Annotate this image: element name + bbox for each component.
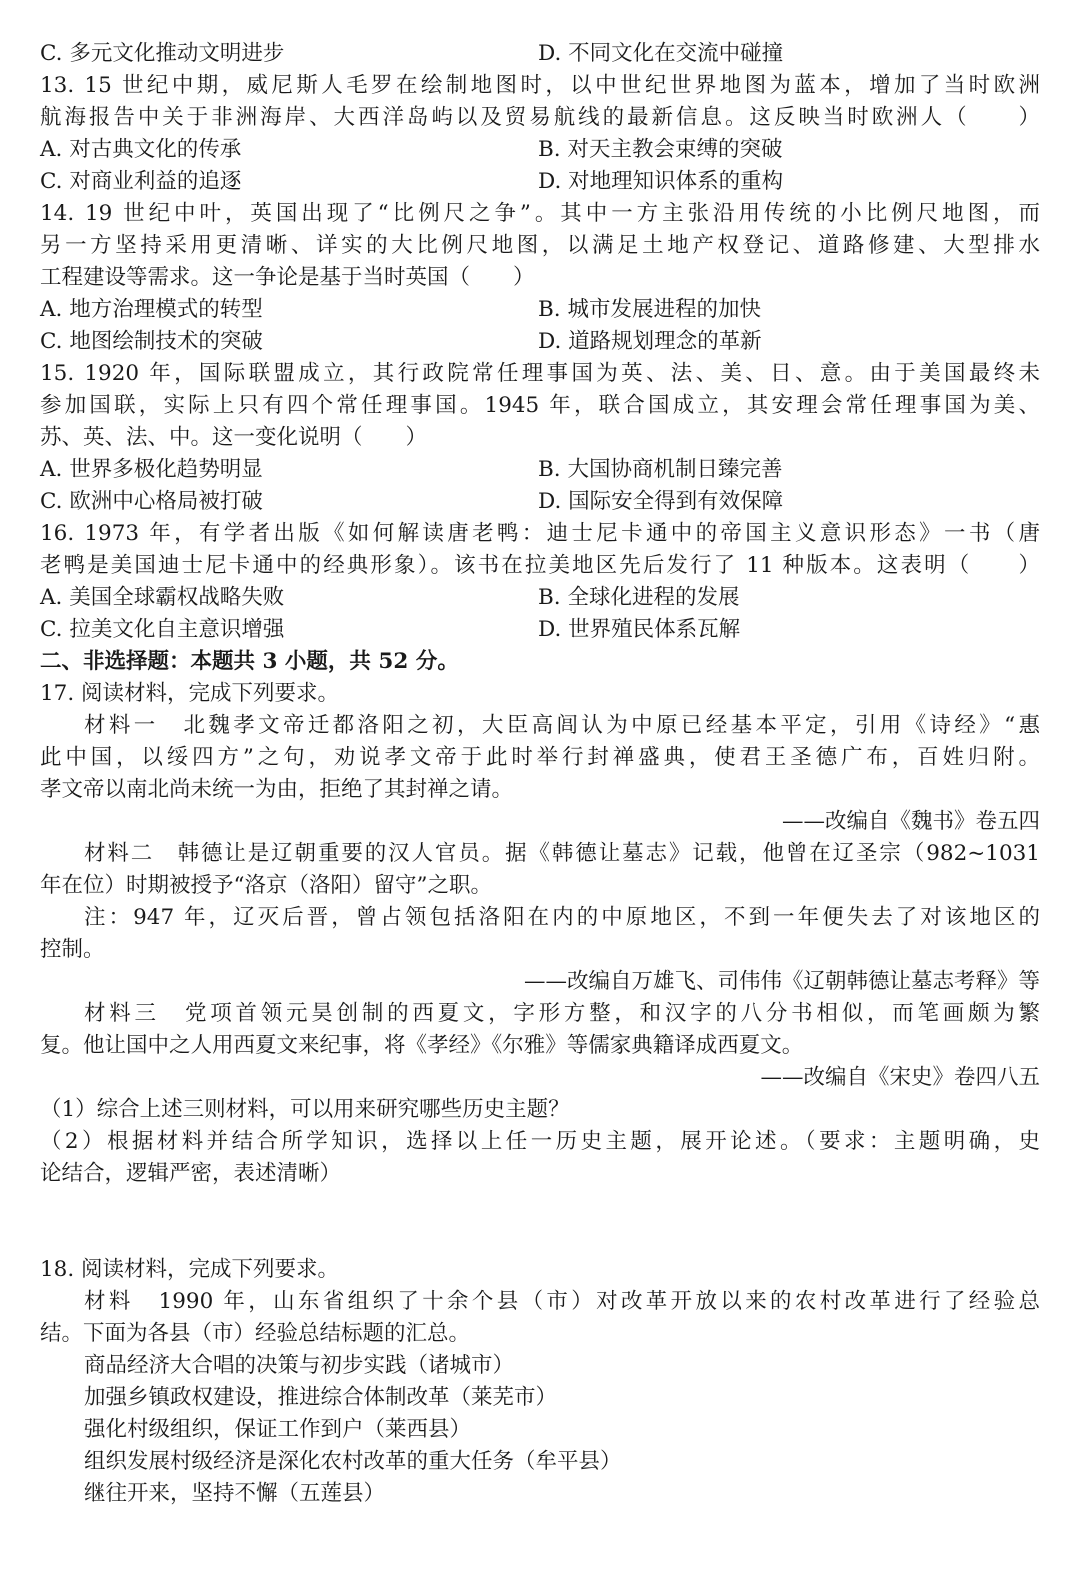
q16-options-cd: [40, 614, 1040, 646]
q14-stem-line: 14. 19 世纪中叶，英国出现了“比例尺之争”。其中一方主张沿用传统的小比例尺地图，而: [40, 201, 1040, 226]
q13-options-ab: [40, 134, 1040, 166]
q17-material-two-line: 材料二 韩德让是辽朝重要的汉人官员。据《韩德让墓志》记载，他曾在辽圣宗（982~1031: [84, 841, 1040, 866]
q15-options-ab: [40, 454, 1040, 486]
q13-option-c: C. 对商业利益的追逐: [40, 169, 242, 194]
q17-material-three-source: ——改编自《宋史》卷四八五: [760, 1065, 1040, 1090]
q15-stem-line: 15. 1920 年，国际联盟成立，其行政院常任理事国为英、法、美、日、意。由于美国最终未: [40, 361, 1040, 386]
q17-note-line: 控制。: [40, 937, 105, 962]
q17-material-three-line: 材料三 党项首领元昊创制的西夏文，字形方整，和汉字的八分书相似，而笔画颇为繁: [84, 1001, 1040, 1026]
q14-options-ab: [40, 294, 1040, 326]
q16-stem-line: 老鸭是美国迪士尼卡通中的经典形象）。该书在拉美地区先后发行了 11 种版本。这表明（ ）: [40, 553, 1040, 578]
q18-material-line: 结。下面为各县（市）经验总结标题的汇总。: [40, 1321, 471, 1346]
q18-list-item: 加强乡镇政权建设，推进综合体制改革（莱芜市）: [84, 1385, 558, 1410]
q17-question-one: （1）综合上述三则材料，可以用来研究哪些历史主题？: [40, 1097, 570, 1122]
q15-option-d: D. 国际安全得到有效保障: [538, 489, 784, 514]
q17-title: 17. 阅读材料，完成下列要求。: [40, 681, 340, 706]
q14-option-b: B. 城市发展进程的加快: [538, 297, 761, 322]
q18-title: 18. 阅读材料，完成下列要求。: [40, 1257, 340, 1282]
q13-stem-line: 航海报告中关于非洲海岸、大西洋岛屿以及贸易航线的最新信息。这反映当时欧洲人（ ）: [40, 105, 1040, 130]
q14-options-cd: [40, 326, 1040, 358]
q15-stem-line: 参加国联，实际上只有四个常任理事国。1945 年，联合国成立，其安理会常任理事国为美、: [40, 393, 1040, 418]
q14-option-d: D. 道路规划理念的革新: [538, 329, 762, 354]
q17-material-two-source: ——改编自万雄飞、司伟伟《辽朝韩德让墓志考释》等: [523, 969, 1040, 994]
q16-option-d: D. 世界殖民体系瓦解: [538, 617, 741, 642]
section-heading: 二、非选择题：本题共 3 小题，共 52 分。: [40, 649, 459, 674]
q17-material-two-line: 年在位）时期被授予“洛京（洛阳）留守”之职。: [40, 873, 492, 898]
q15-option-c: C. 欧洲中心格局被打破: [40, 489, 263, 514]
q15-option-a: A. 世界多极化趋势明显: [40, 457, 263, 482]
q16-option-a: A. 美国全球霸权战略失败: [40, 585, 285, 610]
q13-option-a: A. 对古典文化的传承: [40, 137, 242, 162]
q16-stem-line: 16. 1973 年，有学者出版《如何解读唐老鸭：迪士尼卡通中的帝国主义意识形态》一书（唐: [40, 521, 1040, 546]
q18-list-item: 强化村级组织，保证工作到户（莱西县）: [84, 1417, 472, 1442]
q13-option-b: B. 对天主教会束缚的突破: [538, 137, 783, 162]
q14-option-a: A. 地方治理模式的转型: [40, 297, 263, 322]
q15-stem-line: 苏、英、法、中。这一变化说明（ ）: [40, 425, 428, 450]
q18-list-item: 商品经济大合唱的决策与初步实践（诸城市）: [84, 1353, 515, 1378]
q18-list-item: 组织发展村级经济是深化农村改革的重大任务（牟平县）: [84, 1449, 622, 1474]
q13-option-d: D. 对地理知识体系的重构: [538, 169, 784, 194]
q17-material-one-source: ——改编自《魏书》卷五四: [781, 809, 1040, 834]
q17-material-one-line: 材料一 北魏孝文帝迁都洛阳之初，大臣高闾认为中原已经基本平定，引用《诗经》“惠: [84, 713, 1040, 738]
q17-material-one-line: 孝文帝以南北尚未统一为由，拒绝了其封禅之请。: [40, 777, 514, 802]
q15-options-cd: [40, 486, 1040, 518]
q17-question-two-line: （2）根据材料并结合所学知识，选择以上任一历史主题，展开论述。（要求：主题明确，史: [40, 1129, 1040, 1154]
q14-stem-line: 另一方坚持采用更清晰、详实的大比例尺地图，以满足土地产权登记、道路修建、大型排水: [40, 233, 1040, 258]
q17-question-two-line: 论结合，逻辑严密，表述清晰）: [40, 1161, 342, 1186]
q18-material-line: 材料 1990 年，山东省组织了十余个县（市）对改革开放以来的农村改革进行了经验总: [84, 1289, 1040, 1314]
q14-stem-line: 工程建设等需求。这一争论是基于当时英国（ ）: [40, 265, 535, 290]
q12-options-cd: [40, 38, 1040, 70]
q16-option-b: B. 全球化进程的发展: [538, 585, 740, 610]
q13-stem-line: 13. 15 世纪中期，威尼斯人毛罗在绘制地图时，以中世纪世界地图为蓝本，增加了当时欧洲: [40, 73, 1040, 98]
q13-options-cd: [40, 166, 1040, 198]
q17-material-three-line: 复。他让国中之人用西夏文来纪事，将《孝经》《尔雅》等儒家典籍译成西夏文。: [40, 1033, 804, 1058]
q17-material-one-line: 此中国，以绥四方”之句，劝说孝文帝于此时举行封禅盛典，使君王圣德广布，百姓归附。: [40, 745, 1040, 770]
q17-note-line: 注：947 年，辽灭后晋，曾占领包括洛阳在内的中原地区，不到一年便失去了对该地区的: [84, 905, 1041, 930]
q15-option-b: B. 大国协商机制日臻完善: [538, 457, 783, 482]
q18-list-item: 继往开来，坚持不懈（五莲县）: [84, 1481, 386, 1506]
q12-option-c: C. 多元文化推动文明进步: [40, 41, 285, 66]
exam-page: [40, 38, 1040, 1510]
q16-option-c: C. 拉美文化自主意识增强: [40, 617, 285, 642]
q12-option-d: D. 不同文化在交流中碰撞: [538, 41, 784, 66]
q16-options-ab: [40, 582, 1040, 614]
q14-option-c: C. 地图绘制技术的突破: [40, 329, 263, 354]
answer-space: [40, 1190, 1040, 1254]
